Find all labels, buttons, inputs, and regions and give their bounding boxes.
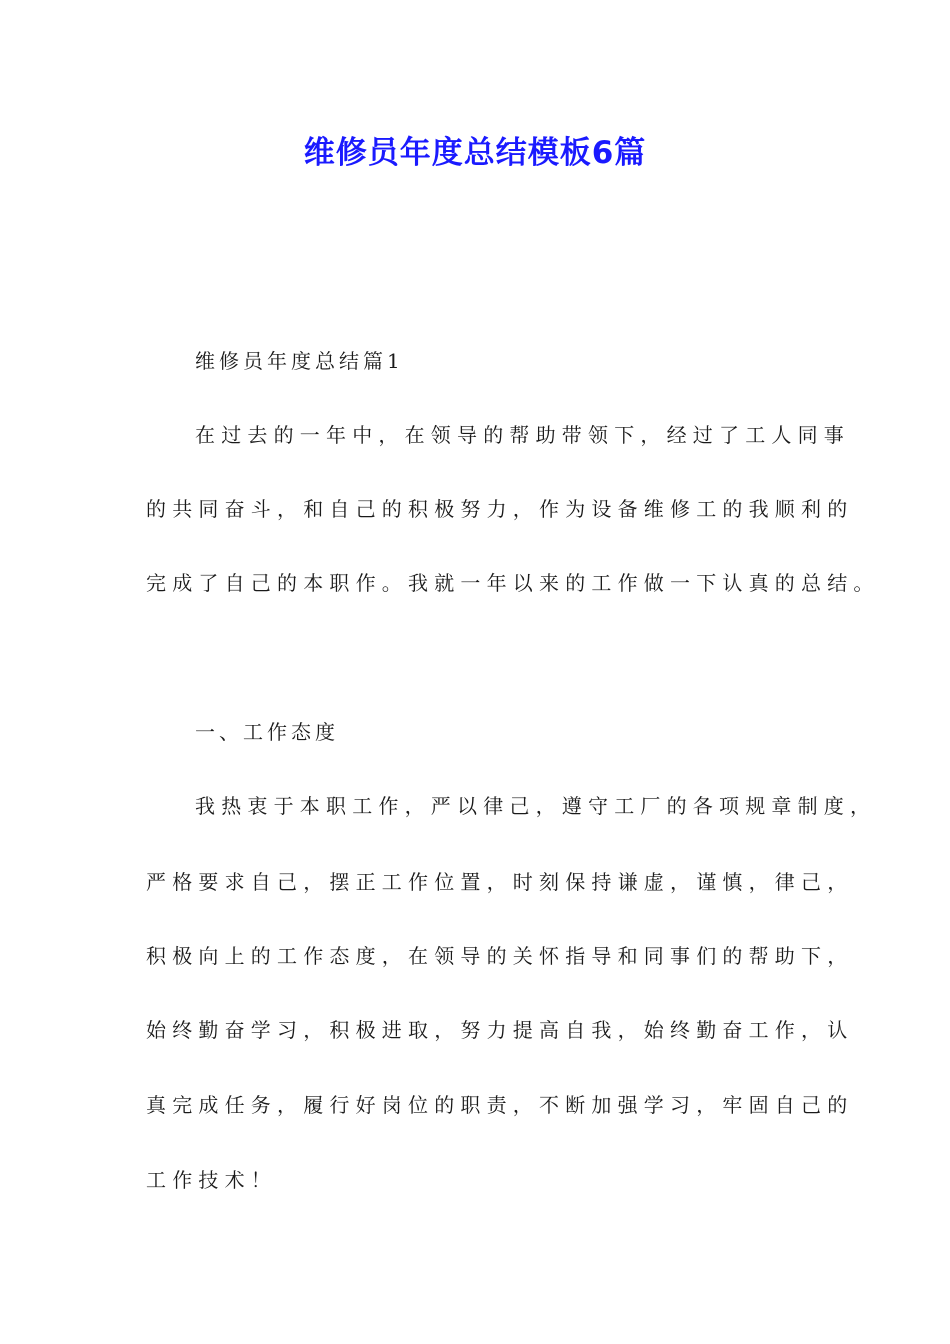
paragraph-line: 的共同奋斗，和自己的积极努力，作为设备维修工的我顺利的 <box>146 497 854 521</box>
paragraph-line: 工作技术！ <box>146 1168 277 1192</box>
paragraph-line: 我热衷于本职工作，严以律己，遵守工厂的各项规章制度， <box>195 794 877 818</box>
document-title: 维修员年度总结模板6篇 <box>303 135 647 171</box>
paragraph-line: 真完成任务，履行好岗位的职责，不断加强学习，牢固自己的 <box>146 1093 854 1117</box>
paragraph-line: 积极向上的工作态度，在领导的关怀指导和同事们的帮助下， <box>146 944 854 968</box>
section-heading: 一、工作态度 <box>195 720 339 744</box>
paragraph-line: 始终勤奋学习，积极进取，努力提高自我，始终勤奋工作，认 <box>146 1018 854 1042</box>
paragraph-line: 完成了自己的本职作。我就一年以来的工作做一下认真的总结。 <box>146 571 880 595</box>
paragraph-line: 在过去的一年中，在领导的帮助带领下，经过了工人同事 <box>195 423 850 447</box>
section-title: 维修员年度总结篇1 <box>195 349 404 373</box>
paragraph-line: 严格要求自己，摆正工作位置，时刻保持谦虚，谨慎，律己， <box>146 870 854 894</box>
